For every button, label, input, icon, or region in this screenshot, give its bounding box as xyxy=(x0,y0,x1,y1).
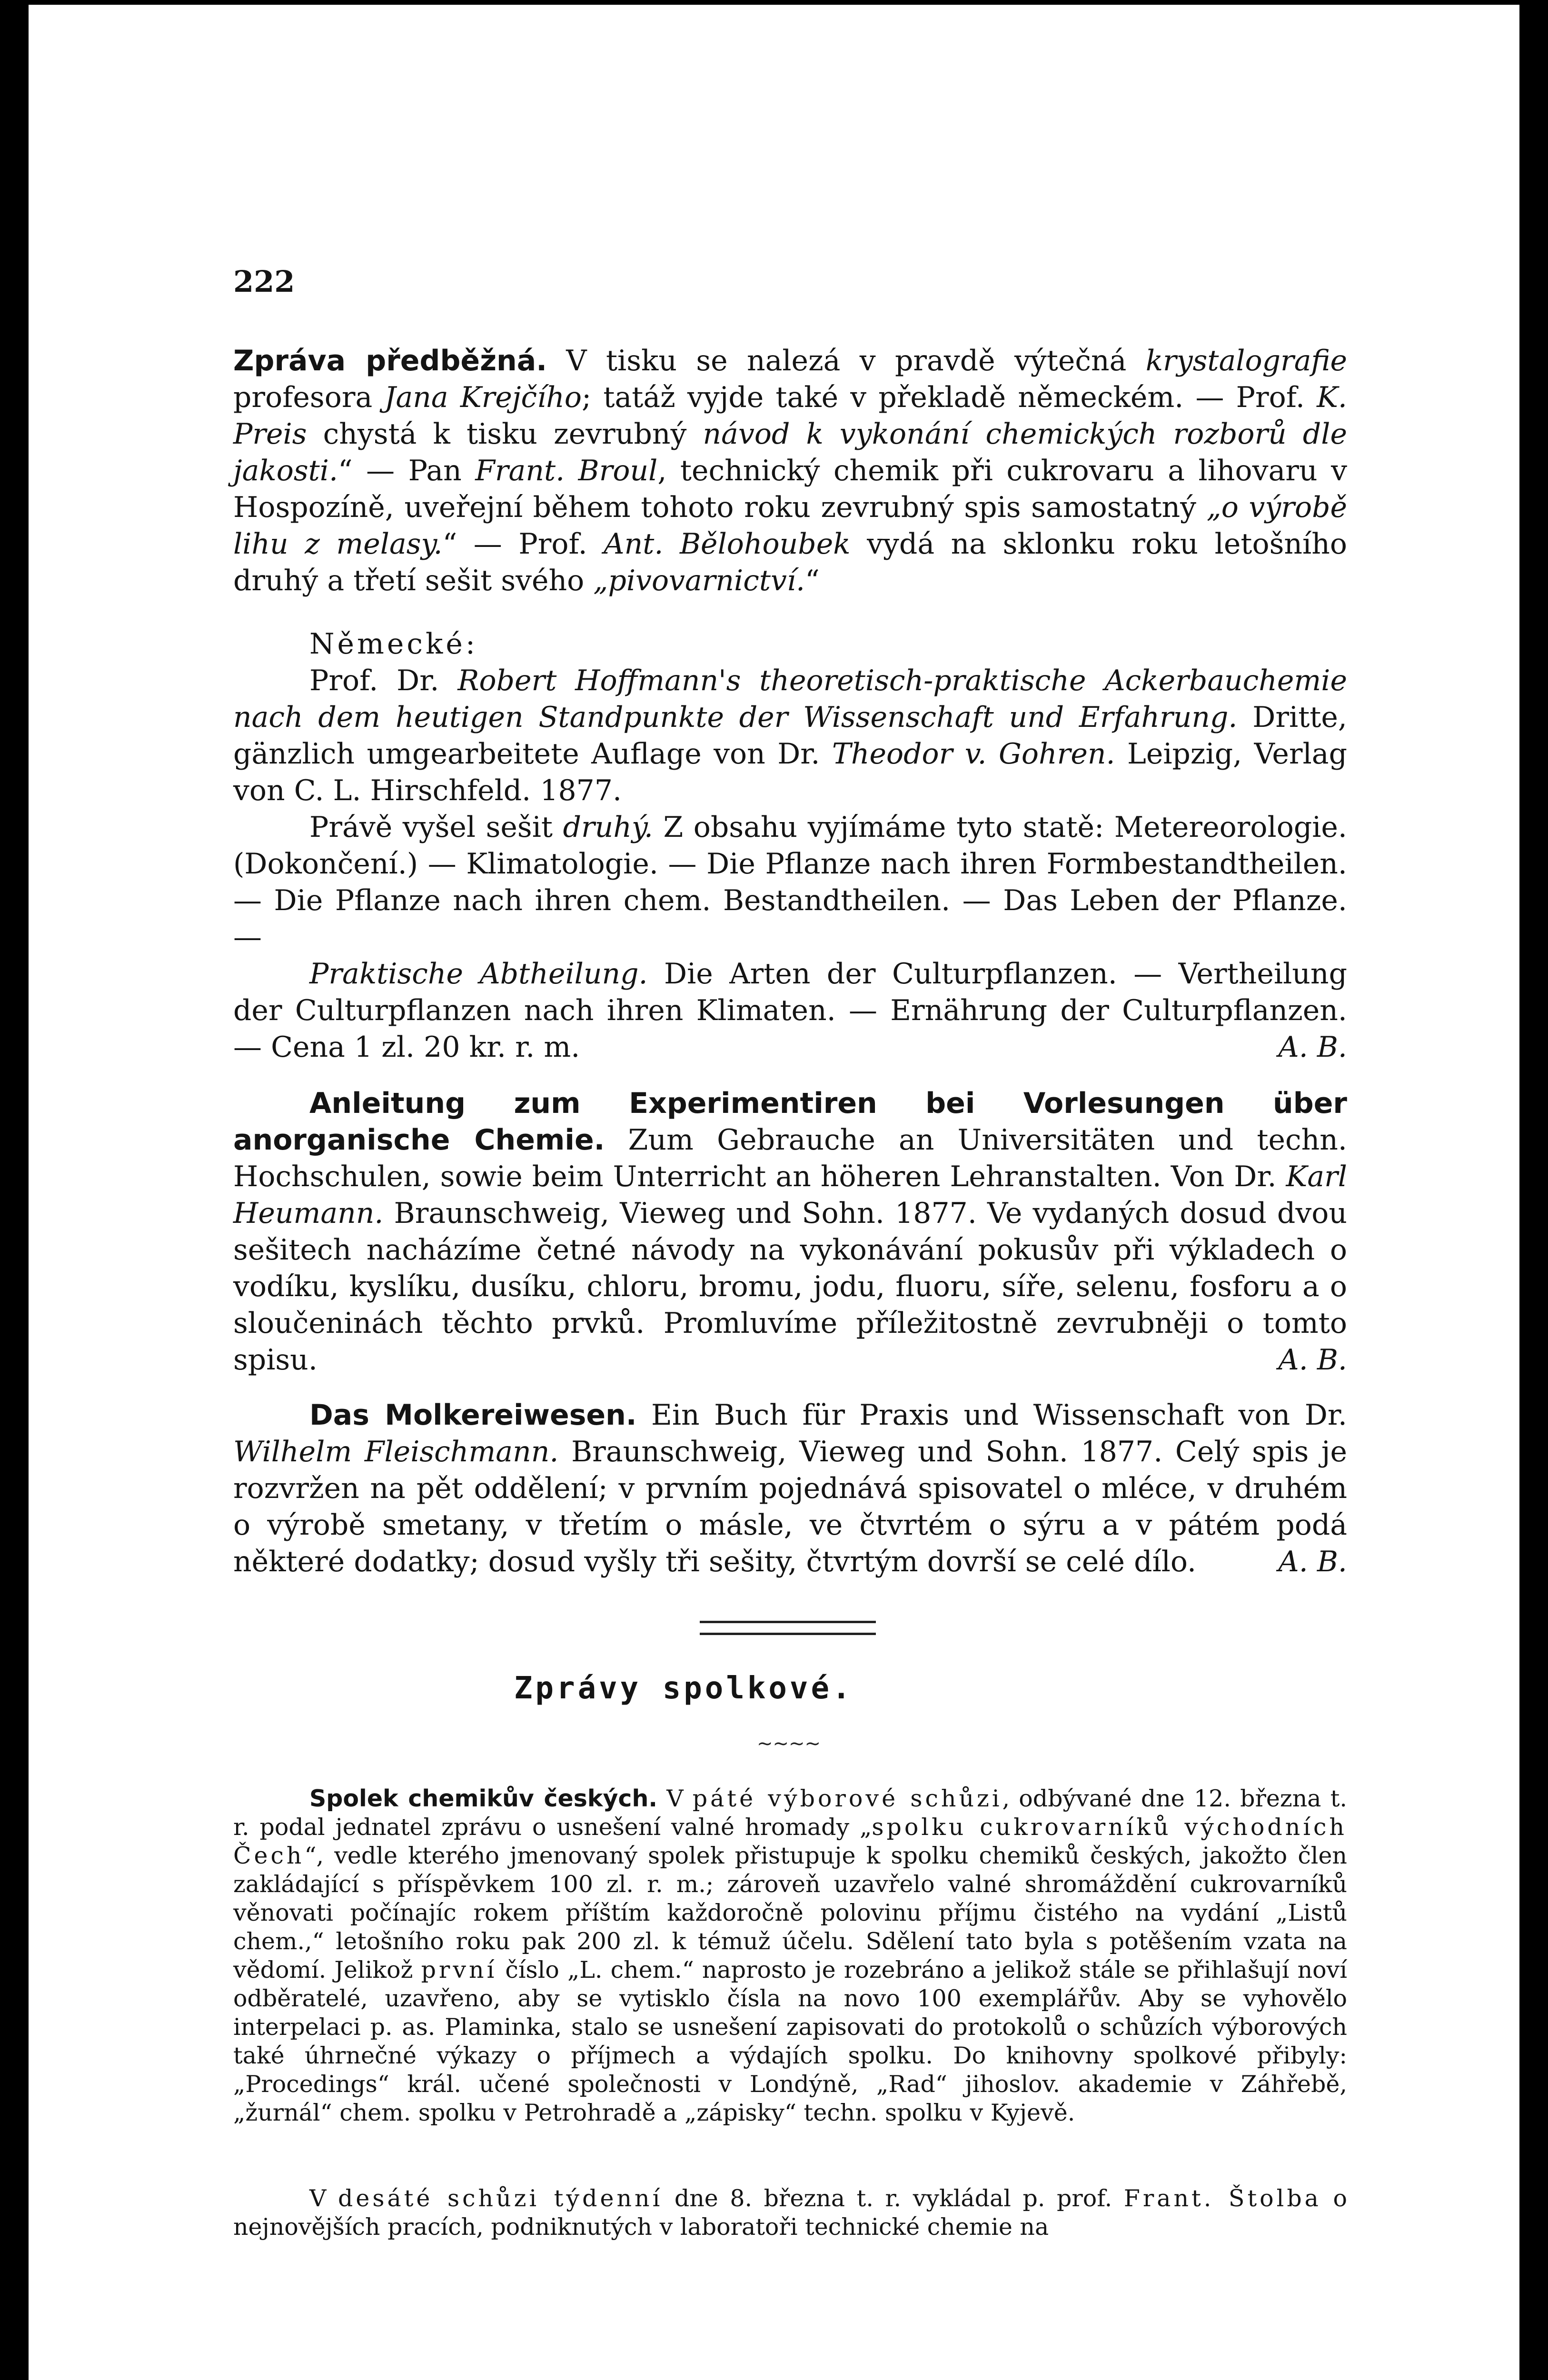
signature: A. B. xyxy=(1278,1031,1347,1064)
double-rule-divider xyxy=(700,1621,876,1635)
zprava-lead: Zpráva předběžná. xyxy=(233,344,547,377)
nemecke-praktische: Praktische Abtheilung. Die Arten der Culturpflanzen. — Vertheilung der Culturpflanzen nach ihren Klimaten. — Ernährung der Culturpflanzen. — Cena 1 zl. 20 kr. r. m. A. B. xyxy=(233,956,1347,1066)
zprava-predbezna xyxy=(233,343,1347,599)
spolek-second-paragraph xyxy=(233,2161,1347,2265)
molkerei-lead: Das Molkereiwesen. xyxy=(309,1398,637,1432)
spolek-lead: Spolek chemikův českých. xyxy=(309,1785,657,1812)
nemecke-section xyxy=(233,626,1347,1066)
spolek-paragraph: Spolek chemikův českých. V páté výborové schůzi, odbývané dne 12. března t. r. podal jednatel zprávu o usnešení valné hromady „spolku cukrovarníků východních Čech“, vedle kterého jmenovaný spolek přistupuje k spolku chemiků českých, jakožto člen zakládající s příspěvkem 100 zl. r. m.; zároveň uzavřelo valné shromáždění cukrovarníků věnovati počínajíc rokem příštím každoročně polovinu příjmu čistého na vydání „Listů chem.,“ letošního roku pak 200 zl. k témuž účelu. Sdělení tato byla s potěšením vzata na vědomí. Jelikož první číslo „L. chem.“ naprosto je rozebráno a jelikož stále se přihlašují noví odběratelé, uzavřeno, aby se vytisklo čísla na novo 100 exemplářův. Aby se vyhovělo interpelaci p. as. Plaminka, stalo se usnešení zapisovati do protokolů o schůzích výborových také úhrnečné výkazy o příjmech a výdajích spolku. Do knihovny spolkové přibyly: „Procedings“ král. učené společnosti v Londýně, „Rad“ jihoslov. akademie v Záhřebě, „žurnál“ chem. spolku v Petrohradě a „zápisky“ techn. spolku v Kyjevě. xyxy=(233,1785,1347,2126)
zprava-paragraph: Zpráva předběžná. V tisku se nalezá v pravdě výtečná krystalografie profesora Jana Krejčího; tatáž vyjde také v překladě německém. — Prof. K. Preis chystá k tisku zevrubný návod k vykonání chemických rozborů dle jakosti.“ — Pan Frant. Broul, technický chemik při cukrovaru a lihovaru v Hospozíně, uveřejní během tohoto roku zevrubný spis samostatný „o výrobě lihu z melasy.“ — Prof. Ant. Bělohoubek vydá na sklonku roku letošního druhý a třetí sešit svého „pivovarnictví.“ xyxy=(233,344,1348,597)
anleitung-lead: Anleitung zum Experimentiren bei Vorlesungen über anorganische Chemie. xyxy=(233,1087,1347,1157)
wavy-ornament: ~~~~ xyxy=(757,1733,821,1755)
section-heading-zpravy-spolkove: Zprávy spolkové. xyxy=(514,1671,853,1706)
spolek-paragraph-2: V desáté schůzi týdenní dne 8. března t. r. vykládal p. prof. Frant. Štolba o nejnovějších pracích, podniknutých v laboratoři technické chemie na xyxy=(233,2185,1347,2241)
nemecke-heading: Německé: xyxy=(309,627,478,661)
molkerei-section xyxy=(233,1397,1347,1580)
signature: A. B. xyxy=(1278,1343,1347,1377)
molkerei-paragraph: Das Molkereiwesen. Ein Buch für Praxis und Wissenschaft von Dr. Wilhelm Fleischmann. Braunschweig, Vieweg und Sohn. 1877. Celý spis je rozvržen na pět oddělení; v prvním pojednává spisovatel o mléce, v druhém o výrobě smetany, v třetím o másle, ve čtvrtém o sýru a v pátém podá některé dodatky; dosud vyšly tři sešity, čtvrtým dovrší se celé dílo. A. B. xyxy=(233,1397,1347,1580)
spolek-section xyxy=(233,1761,1347,2151)
nemecke-contents: Právě vyšel sešit druhý. Z obsahu vyjímáme tyto statě: Metereorologie. (Dokončení.) — Klimatologie. — Die Pflanze nach ihren Formbestandtheilen. — Die Pflanze nach ihren chem. Bestandtheilen. — Das Leben der Pflanze. — xyxy=(233,811,1347,954)
signature: A. B. xyxy=(1278,1545,1347,1578)
anleitung-section xyxy=(233,1085,1347,1378)
nemecke-entry: Prof. Dr. Robert Hoffmann's theoretisch-praktische Ackerbauchemie nach dem heutigen Standpunkte der Wissenschaft und Erfahrung. Dritte, gänzlich umgearbeitete Auflage von Dr. Theodor v. Gohren. Leipzig, Verlag von C. L. Hirschfeld. 1877. xyxy=(233,664,1347,807)
anleitung-paragraph: Anleitung zum Experimentiren bei Vorlesungen über anorganische Chemie. Zum Gebrauche an Universitäten und techn. Hochschulen, sowie beim Unterricht an höheren Lehranstalten. Von Dr. Karl Heumann. Braunschweig, Vieweg und Sohn. 1877. Ve vydaných dosud dvou sešitech nacházíme četné návody na vykonávání pokusův při výkladech o vodíku, kyslíku, dusíku, chloru, bromu, jodu, fluoru, síře, selenu, fosforu a o sloučeninách těchto prvků. Promluvíme příležitostně zevrubněji o tomto spisu. A. B. xyxy=(233,1085,1347,1378)
page-number: 222 xyxy=(233,264,295,299)
